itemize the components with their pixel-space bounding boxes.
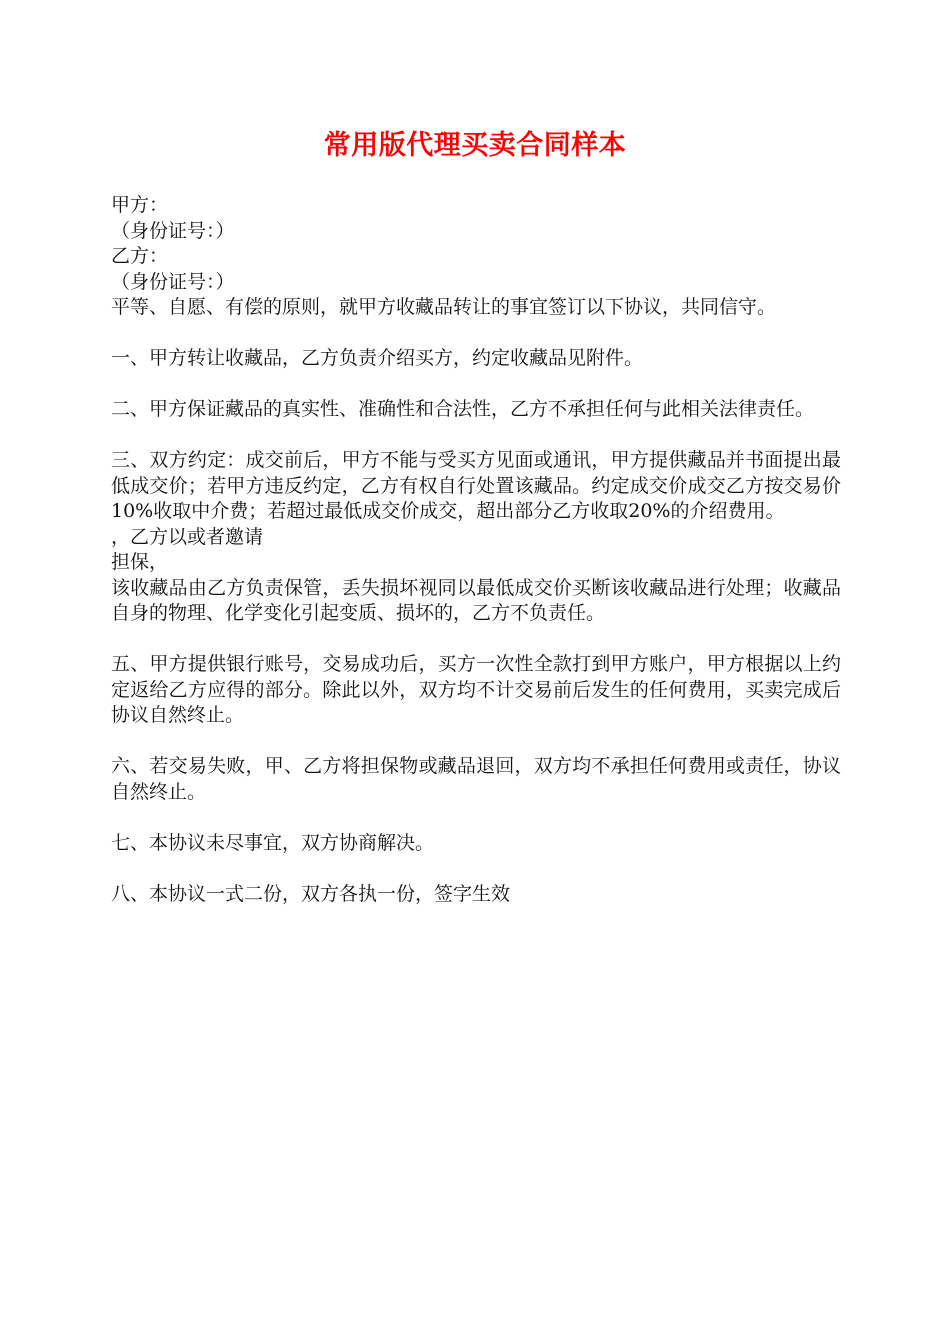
clause-8: 八、本协议一式二份，双方各执一份，签字生效 — [111, 882, 511, 905]
party-b-label: 乙方： — [111, 245, 169, 267]
page-title: 常用版代理买卖合同样本 — [323, 130, 627, 161]
clause-6: 六、若交易失败，甲、乙方将担保物或藏品退回，双方均不承担任何费用或责任，协议自然终止。 — [111, 755, 841, 803]
party-a-label: 甲方： — [111, 194, 169, 216]
clause-1: 一、甲方转让收藏品，乙方负责介绍买方，约定收藏品见附件。 — [111, 347, 644, 369]
clause-5: 五、甲方提供银行账号，交易成功后，买方一次性全款打到甲方账户，甲方根据以上约定返给乙方应得的部分。除此以外，双方均不计交易前后发生的任何费用，买卖完成后协议自然终止。 — [111, 653, 841, 726]
party-a-id: （身份证号：） — [111, 219, 235, 242]
intro-paragraph: 平等、自愿、有偿的原则，就甲方收藏品转让的事宜签订以下协议，共同信守。 — [111, 296, 777, 318]
clause-fragment-2: 担保， — [111, 551, 169, 573]
clause-3: 三、双方约定：成交前后，甲方不能与受买方见面或通讯，甲方提供藏品并书面提出最低成交价；若甲方违反约定，乙方有权自行处置该藏品。约定成交价成交乙方按交易价10%收取中介费；若超过最低成交价成交，超出部分乙方收取20%的介绍费用。 — [111, 449, 841, 522]
contract-body — [111, 193, 841, 933]
party-b-id: （身份证号：） — [111, 270, 235, 293]
clause-fragment-1: ，乙方以或者邀请 — [111, 525, 264, 548]
clause-2: 二、甲方保证藏品的真实性、准确性和合法性，乙方不承担任何与此相关法律责任。 — [111, 398, 815, 420]
custody-paragraph: 该收藏品由乙方负责保管，丢失损坏视同以最低成交价买断该收藏品进行处理；收藏品自身的物理、化学变化引起变质、损坏的，乙方不负责任。 — [111, 576, 841, 624]
clause-7: 七、本协议未尽事宜，双方协商解决。 — [111, 831, 435, 854]
